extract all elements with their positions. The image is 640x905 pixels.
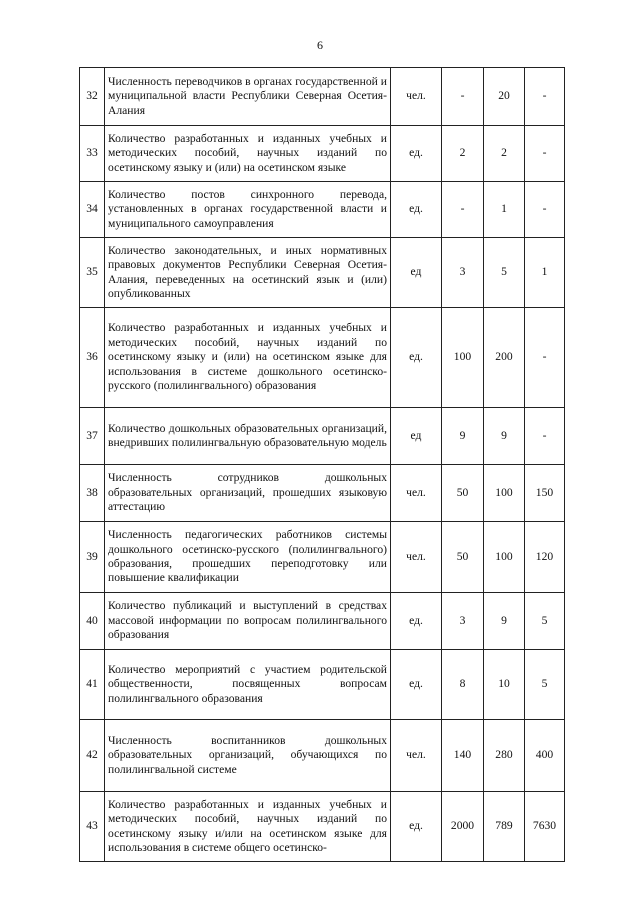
row-number: 43 (80, 792, 105, 862)
value-cell-1: - (442, 182, 484, 238)
value-cell-1: 50 (442, 465, 484, 522)
unit-cell: ед. (391, 792, 442, 862)
value-cell-1: 3 (442, 238, 484, 308)
value-cell-2: 789 (484, 792, 525, 862)
table-row (80, 126, 565, 182)
value-cell-3: - (525, 126, 565, 182)
table-row (80, 792, 565, 862)
value-cell-3: - (525, 68, 565, 126)
unit-cell: чел. (391, 68, 442, 126)
value-cell-3: - (525, 182, 565, 238)
unit-cell: чел. (391, 720, 442, 792)
unit-cell: ед (391, 408, 442, 465)
value-cell-1: 2000 (442, 792, 484, 862)
value-cell-2: 280 (484, 720, 525, 792)
row-number: 41 (80, 650, 105, 720)
table-row (80, 238, 565, 308)
unit-cell: ед. (391, 182, 442, 238)
value-cell-1: 140 (442, 720, 484, 792)
value-cell-1: - (442, 68, 484, 126)
value-cell-1: 3 (442, 593, 484, 650)
indicator-description: Численность воспитанников дошкольных образовательных организаций, обучающихся по полилингвальной системе (105, 720, 391, 792)
table-row (80, 593, 565, 650)
table-row (80, 465, 565, 522)
indicator-description: Количество мероприятий с участием родительской общественности, посвященных вопросам полилингвального образования (105, 650, 391, 720)
unit-cell: ед. (391, 650, 442, 720)
value-cell-3: 7630 (525, 792, 565, 862)
table-row (80, 408, 565, 465)
table-row (80, 522, 565, 593)
indicator-description: Численность сотрудников дошкольных образовательных организаций, прошедших языковую аттестацию (105, 465, 391, 522)
value-cell-2: 200 (484, 308, 525, 408)
unit-cell: ед. (391, 593, 442, 650)
indicator-description: Количество законодательных, и иных нормативных правовых документов Республики Северная Осетия-Алания, переведенных на осетинский язык и (или) опубликованных (105, 238, 391, 308)
value-cell-2: 100 (484, 522, 525, 593)
page-number: 6 (317, 38, 323, 52)
indicator-description: Количество дошкольных образовательных организаций, внедривших полилингвальную образовательную модель (105, 408, 391, 465)
row-number: 36 (80, 308, 105, 408)
row-number: 39 (80, 522, 105, 593)
row-number: 32 (80, 68, 105, 126)
indicator-description: Количество разработанных и изданных учебных и методических пособий, научных изданий по осетинскому языку и (или) на осетинском языке для использования в системе дошкольного осетинско-русского (полилингвального) образования (105, 308, 391, 408)
value-cell-2: 5 (484, 238, 525, 308)
value-cell-2: 20 (484, 68, 525, 126)
value-cell-3: - (525, 308, 565, 408)
indicator-description: Численность педагогических работников системы дошкольного осетинско-русского (полилингвального) образования, прошедших переподготовку или повышение квалификации (105, 522, 391, 593)
value-cell-2: 2 (484, 126, 525, 182)
table-row (80, 720, 565, 792)
row-number: 38 (80, 465, 105, 522)
value-cell-3: 1 (525, 238, 565, 308)
value-cell-2: 1 (484, 182, 525, 238)
table-row (80, 182, 565, 238)
value-cell-1: 2 (442, 126, 484, 182)
value-cell-3: 150 (525, 465, 565, 522)
value-cell-1: 100 (442, 308, 484, 408)
value-cell-3: - (525, 408, 565, 465)
value-cell-2: 100 (484, 465, 525, 522)
unit-cell: ед (391, 238, 442, 308)
value-cell-3: 120 (525, 522, 565, 593)
indicator-description: Количество разработанных и изданных учебных и методических пособий, научных изданий по осетинскому языку и/или на осетинском языке для использования в системе общего осетинско- (105, 792, 391, 862)
unit-cell: ед. (391, 126, 442, 182)
row-number: 34 (80, 182, 105, 238)
row-number: 37 (80, 408, 105, 465)
value-cell-3: 5 (525, 593, 565, 650)
row-number: 42 (80, 720, 105, 792)
value-cell-1: 8 (442, 650, 484, 720)
table-row (80, 650, 565, 720)
indicator-description: Численность переводчиков в органах государственной и муниципальной власти Республики Северная Осетия-Алания (105, 68, 391, 126)
row-number: 33 (80, 126, 105, 182)
value-cell-3: 5 (525, 650, 565, 720)
unit-cell: ед. (391, 308, 442, 408)
row-number: 35 (80, 238, 105, 308)
unit-cell: чел. (391, 465, 442, 522)
value-cell-2: 9 (484, 408, 525, 465)
indicator-description: Количество публикаций и выступлений в средствах массовой информации по вопросам полилингвального образования (105, 593, 391, 650)
row-number: 40 (80, 593, 105, 650)
table-row (80, 308, 565, 408)
indicator-description: Количество постов синхронного перевода, установленных в органах государственной власти и муниципального самоуправления (105, 182, 391, 238)
value-cell-2: 10 (484, 650, 525, 720)
value-cell-1: 9 (442, 408, 484, 465)
indicator-description: Количество разработанных и изданных учебных и методических пособий, научных изданий по осетинскому языку и (или) на осетинском языке (105, 126, 391, 182)
unit-cell: чел. (391, 522, 442, 593)
table-row (80, 68, 565, 126)
value-cell-1: 50 (442, 522, 484, 593)
value-cell-3: 400 (525, 720, 565, 792)
value-cell-2: 9 (484, 593, 525, 650)
indicators-table (79, 67, 565, 862)
